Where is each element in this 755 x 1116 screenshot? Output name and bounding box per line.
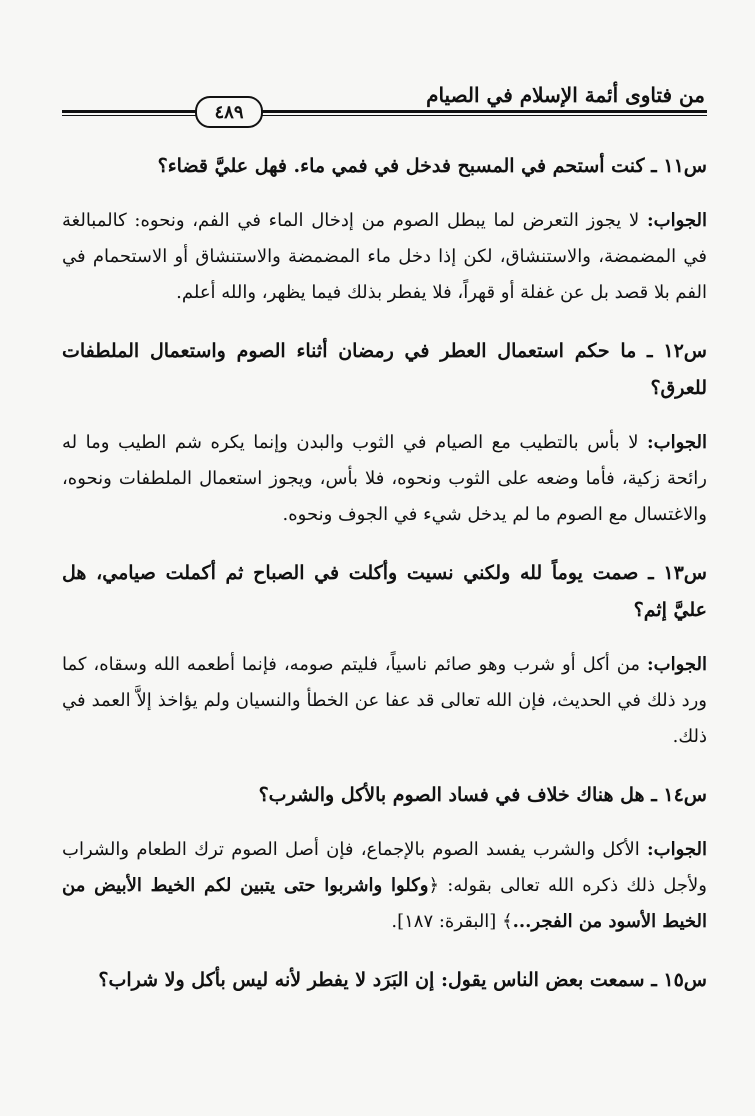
answer-text: الأكل والشرب يفسد الصوم بالإجماع، فإن أصل الصوم ترك الطعام والشراب ولأجل ذلك ذكره الله تعالى بقوله: [62, 839, 707, 896]
answer-text: لا بأس بالتطيب مع الصيام في الثوب والبدن وإنما يكره شم الطيب وما له رائحة زكية، فأما وضعه على الثوب ونحوه، فلا بأس، ويجوز استعمال الملطفات ونحوه، والاغتسال مع الصوم ما لم يدخل شيء في الجوف ونحوه. [62, 432, 707, 525]
answer-text: من أكل أو شرب وهو صائم ناسياً، فليتم صومه، فإنما أطعمه الله وسقاه، كما ورد ذلك في الحديث، فإن الله تعالى قد عفا عن الخطأ والنسيان ولم يؤاخذ إلاَّ العمد في ذلك. [62, 654, 707, 747]
answer-14 [62, 832, 707, 940]
question-13: س١٣ ـ صمت يوماً لله ولكني نسيت وأكلت في الصباح ثم أكملت صيامي، هل عليَّ إثم؟ [62, 562, 707, 621]
fatwa-list [62, 148, 707, 1017]
page-number-badge [195, 96, 263, 128]
question-15: س١٥ ـ سمعت بعض الناس يقول: إن البَرَد لا يفطر لأنه ليس بأكل ولا شراب؟ [98, 969, 707, 991]
answer-text: لا يجوز التعرض لما يبطل الصوم من إدخال الماء في الفم، ونحوه: كالمبالغة في المضمضة، والاستنشاق، لكن إذا دخل ماء المضمضة والاستنشاق أو الاستحمام في الفم بلا قصد بل عن غفلة أو قهراً، فلا يفطر بذلك فيما يظهر، والله أعلم. [62, 210, 707, 303]
header-rule-thick [62, 110, 707, 113]
quran-reference: [البقرة: ١٨٧]. [391, 911, 497, 932]
answer-label: الجواب: [647, 432, 707, 453]
quran-bracket-open: ﴿ [428, 875, 440, 896]
question-11: س١١ ـ كنت أستحم في المسبح فدخل في فمي ماء. فهل عليَّ قضاء؟ [157, 155, 707, 177]
answer-13 [62, 647, 707, 755]
quran-bracket-close: ﴾ [502, 911, 513, 932]
quran-quote: وكلوا واشربوا حتى يتبين لكم الخيط الأبيض من الخيط الأسود من الفجر... [62, 875, 707, 932]
page-number: ٤٨٩ [214, 101, 244, 123]
header-rule-thin [62, 115, 707, 116]
answer-12 [62, 425, 707, 533]
answer-11 [62, 203, 707, 311]
answer-label: الجواب: [647, 839, 707, 860]
running-header-title: من فتاوى أئمة الإسلام في الصيام [426, 83, 705, 107]
question-12: س١٢ ـ ما حكم استعمال العطر في رمضان أثناء الصوم واستعمال الملطفات للعرق؟ [62, 340, 707, 399]
question-14: س١٤ ـ هل هناك خلاف في فساد الصوم بالأكل والشرب؟ [258, 784, 707, 806]
answer-label: الجواب: [647, 654, 707, 675]
answer-label: الجواب: [647, 210, 707, 231]
